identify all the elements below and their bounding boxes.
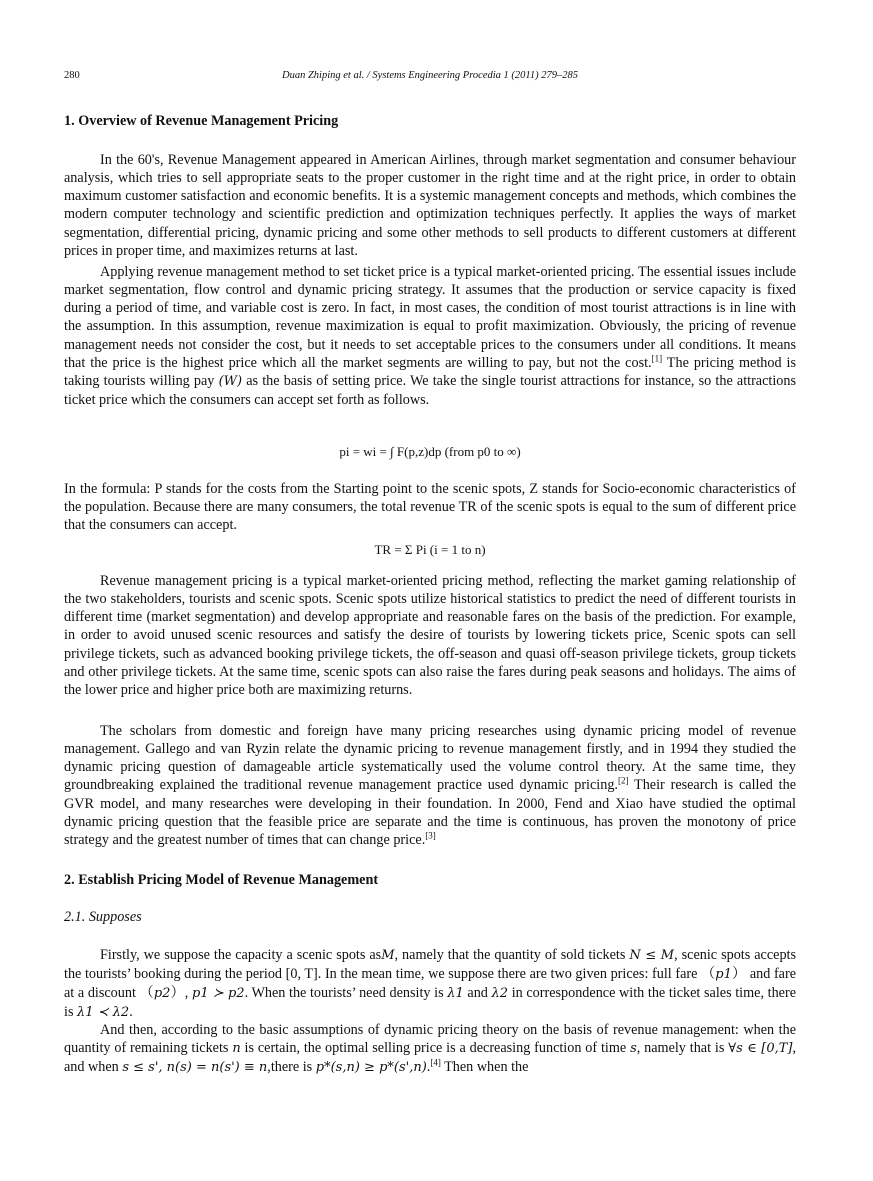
- citation-2: [2]: [617, 775, 629, 786]
- citation-3: [3]: [425, 830, 436, 841]
- equation-price: pi = wi = ∫ F(p,z)dp (from p0 to ∞): [339, 444, 521, 459]
- section-1-paragraph-1: In the 60's, Revenue Management appeared in American Airlines, through market segmentation and consumer behaviour analysis, which tries to sell appropriate seats to the proper customer in the right time and at the right price, in order to obtain maximum customer satisfaction and economic benefits. It is a systemic management concepts and methods, which combines the modern computer technology and scientific prediction and optimization techniques perfectly. It applies the ways of market segmentation, differential pricing, dynamic pricing and some other methods to sell products to different customers at different prices in proper time, and maximizes returns at last.: [64, 152, 796, 259]
- section-1-paragraph-5: The scholars from domestic and foreign have many pricing researches using dynamic pricing model of revenue management. Gallego and van Ryzin relate the dynamic pricing to revenue management firstly, and in 1994 they studied the dynamic pricing question of damageable article systematically used the volume control theory. At the same time, they groundbreaking explained the traditional revenue management practice used dynamic pricing.[2] Their research is called the GVR model, and many researches were developing in their foundation. In 2000, Fend and Xiao have studied the optimal dynamic pricing question that the feasible price are separate and the time is continuous, has proven the monotony of price strategy and the greatest number of times that can change price.[3]: [64, 723, 797, 848]
- subsection-2-1-heading: 2.1. Supposes: [64, 909, 142, 925]
- section-1-paragraph-3: In the formula: P stands for the costs from the Starting point to the scenic spots, Z stands for Socio-economic characteristics of the population. Because there are many consumers, the total revenue TR of the scenic spots is equal to the sum of different price that the consumers can accept.: [64, 481, 796, 534]
- running-header: [64, 70, 796, 86]
- running-title: Duan Zhiping et al. / Systems Engineering Procedia 1 (2011) 279–285: [281, 70, 578, 81]
- section-2-paragraph-1: Firstly, we suppose the capacity a scenic spots asM, namely that the quantity of sold tickets N ≤ M, scenic spots accepts the tourists’ booking during the period [0, T]. In the mean time, we suppose there are two given prices: full fare （p1） and fare at a discount （p2）, p1 ≻ p2. When the tourists’ need density is λ1 and λ2 in correspondence with the ticket sales time, there is λ1 ≺ λ2.: [64, 947, 796, 1021]
- section-2-heading: 2. Establish Pricing Model of Revenue Management: [64, 872, 379, 888]
- citation-4: [4]: [430, 1057, 441, 1068]
- equation-total-revenue: TR = Σ Pi (i = 1 to n): [374, 542, 486, 557]
- willingness-variable: (W): [218, 373, 243, 389]
- section-1-paragraph-4: Revenue management pricing is a typical market-oriented pricing method, reflecting the market gaming relationship of the two stakeholders, tourists and scenic spots. Scenic spots utilize historical statistics to predict the need of different tourists in different time (market segmentation) and develop appropriate and reasonable fares on the basis of the prediction. For example, in order to avoid unused scenic resources and satisfy the desire of tourists by lowering tickets price, Scenic spots can sell privilege tickets, such as advanced booking privilege tickets, the off-season and quasi off-season privilege tickets, group tickets and other privilege tickets. At the same time, scenic spots can also raise the fares during peak seasons and holidays. The aims of the lower price and higher price both are maximizing returns.: [64, 573, 796, 698]
- section-1-paragraph-2: Applying revenue management method to set ticket price is a typical market-oriented pricing. The essential issues include market segmentation, flow control and dynamic pricing strategy. It assumes that the production or service capacity is fixed during a period of time, and variable cost is zero. In fact, in most cases, the condition of most tourist attractions is in line with the assumption. In this assumption, revenue maximization is equal to profit maximization. Obviously, the pricing of revenue management needs not consider the cost, but it needs to set acceptable prices to the consumers under all conditions. It means that the price is the highest price which all the market segments are willing to pay, but not the cost.[1] The pricing method is taking tourists willing pay (W) as the basis of setting price. We take the single tourist attractions for instance, so the attractions ticket price which the consumers can accept set forth as follows.: [64, 264, 796, 409]
- citation-1: [1]: [651, 353, 663, 364]
- page-number: 280: [64, 70, 80, 81]
- section-2-paragraph-2: And then, according to the basic assumptions of dynamic pricing theory on the basis of revenue management: when the quantity of remaining tickets n is certain, the optimal selling price is a decreasing function of time s, namely that is ∀s ∈ [0,T], and when s ≤ s', n(s) = n(s') ≡ n,there is p*(s,n) ≥ p*(s',n).[4] Then when the: [64, 1022, 797, 1076]
- section-1-heading: 1. Overview of Revenue Management Pricing: [64, 113, 339, 129]
